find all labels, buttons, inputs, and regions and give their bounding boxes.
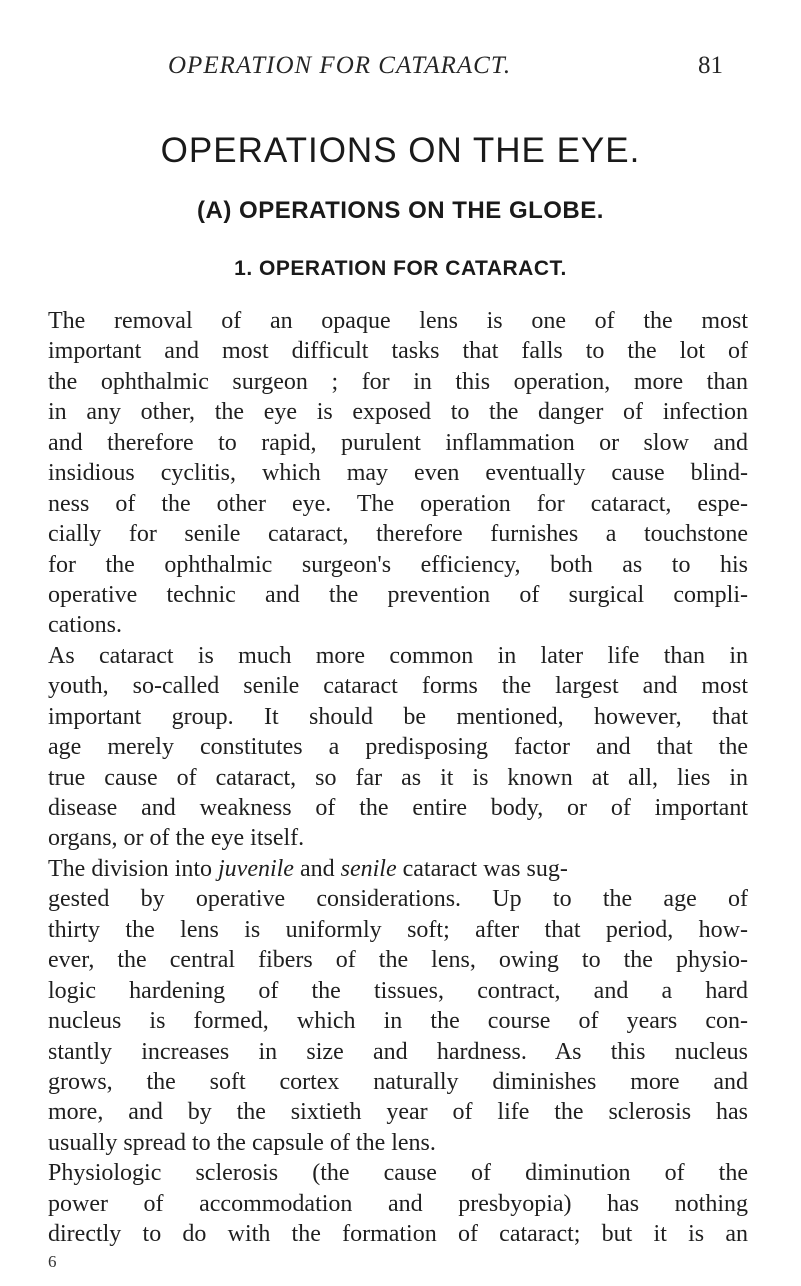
running-title: OPERATION FOR CATARACT. — [168, 52, 512, 79]
body-text — [48, 306, 748, 1250]
text-line: operative technic and the prevention of surgical compli- — [48, 581, 748, 608]
text-line: for the ophthalmic surgeon's efficiency, both as to his — [48, 551, 748, 578]
text-line: important group. It should be mentioned, however, that — [48, 703, 748, 730]
text-line: ness of the other eye. The operation for cataract, espe- — [48, 490, 748, 517]
text-line: organs, or of the eye itself. — [48, 825, 305, 852]
italic-term-juvenile: juvenile — [218, 855, 294, 882]
italic-term-senile: senile — [340, 855, 397, 882]
text-line: usually spread to the capsule of the lens. — [48, 1129, 436, 1156]
text-line: youth, so-called senile cataract forms the largest and most — [48, 673, 748, 700]
text-line: power of accommodation and presbyopia) has nothing — [48, 1190, 748, 1217]
text-line: age merely constitutes a predisposing factor and that the — [48, 734, 748, 761]
text-line: ever, the central fibers of the lens, owing to the physio- — [48, 947, 748, 974]
text-line: the ophthalmic surgeon ; for in this operation, more than — [48, 368, 748, 395]
subsection-heading: 1. OPERATION FOR CATARACT. — [234, 257, 567, 280]
text-line: nucleus is formed, which in the course of years con- — [48, 1008, 748, 1035]
text-line: The removal of an opaque lens is one of the most — [48, 308, 748, 334]
text-line: more, and by the sixtieth year of life the sclerosis has — [48, 1099, 748, 1126]
text-line: cations. — [48, 612, 122, 639]
text-line: and therefore to rapid, purulent inflammation or slow and — [48, 429, 748, 456]
chapter-heading: OPERATIONS ON THE EYE. — [160, 131, 641, 170]
text-line: cially for senile cataract, therefore furnishes a touchstone — [48, 521, 748, 548]
signature-mark: 6 — [48, 1252, 57, 1271]
text-line: important and most difficult tasks that falls to the lot of — [48, 338, 748, 365]
text-line: Physiologic sclerosis (the cause of diminution of the — [48, 1160, 748, 1187]
text-line: thirty the lens is uniformly soft; after that period, how- — [48, 916, 748, 943]
text-line: disease and weakness of the entire body, or of important — [48, 795, 748, 821]
text-line: The division into juvenile and senile cataract was sug- — [48, 855, 568, 882]
page-number: 81 — [698, 52, 723, 79]
text-line: As cataract is much more common in later life than in — [48, 642, 748, 669]
text-line: insidious cyclitis, which may even eventually cause blind- — [48, 460, 748, 487]
section-heading: (A) OPERATIONS ON THE GLOBE. — [197, 197, 604, 224]
text-line: logic hardening of the tissues, contract, and a hard — [48, 977, 748, 1004]
text-line: gested by operative considerations. Up to the age of — [48, 886, 748, 913]
text-line: true cause of cataract, so far as it is known at all, lies in — [48, 764, 748, 791]
text-line: stantly increases in size and hardness. As this nucleus — [48, 1038, 748, 1065]
text-line: directly to do with the formation of cataract; but it is an — [48, 1221, 748, 1248]
text-line: in any other, the eye is exposed to the danger of infection — [48, 399, 748, 426]
text-line: grows, the soft cortex naturally diminishes more and — [48, 1068, 748, 1095]
